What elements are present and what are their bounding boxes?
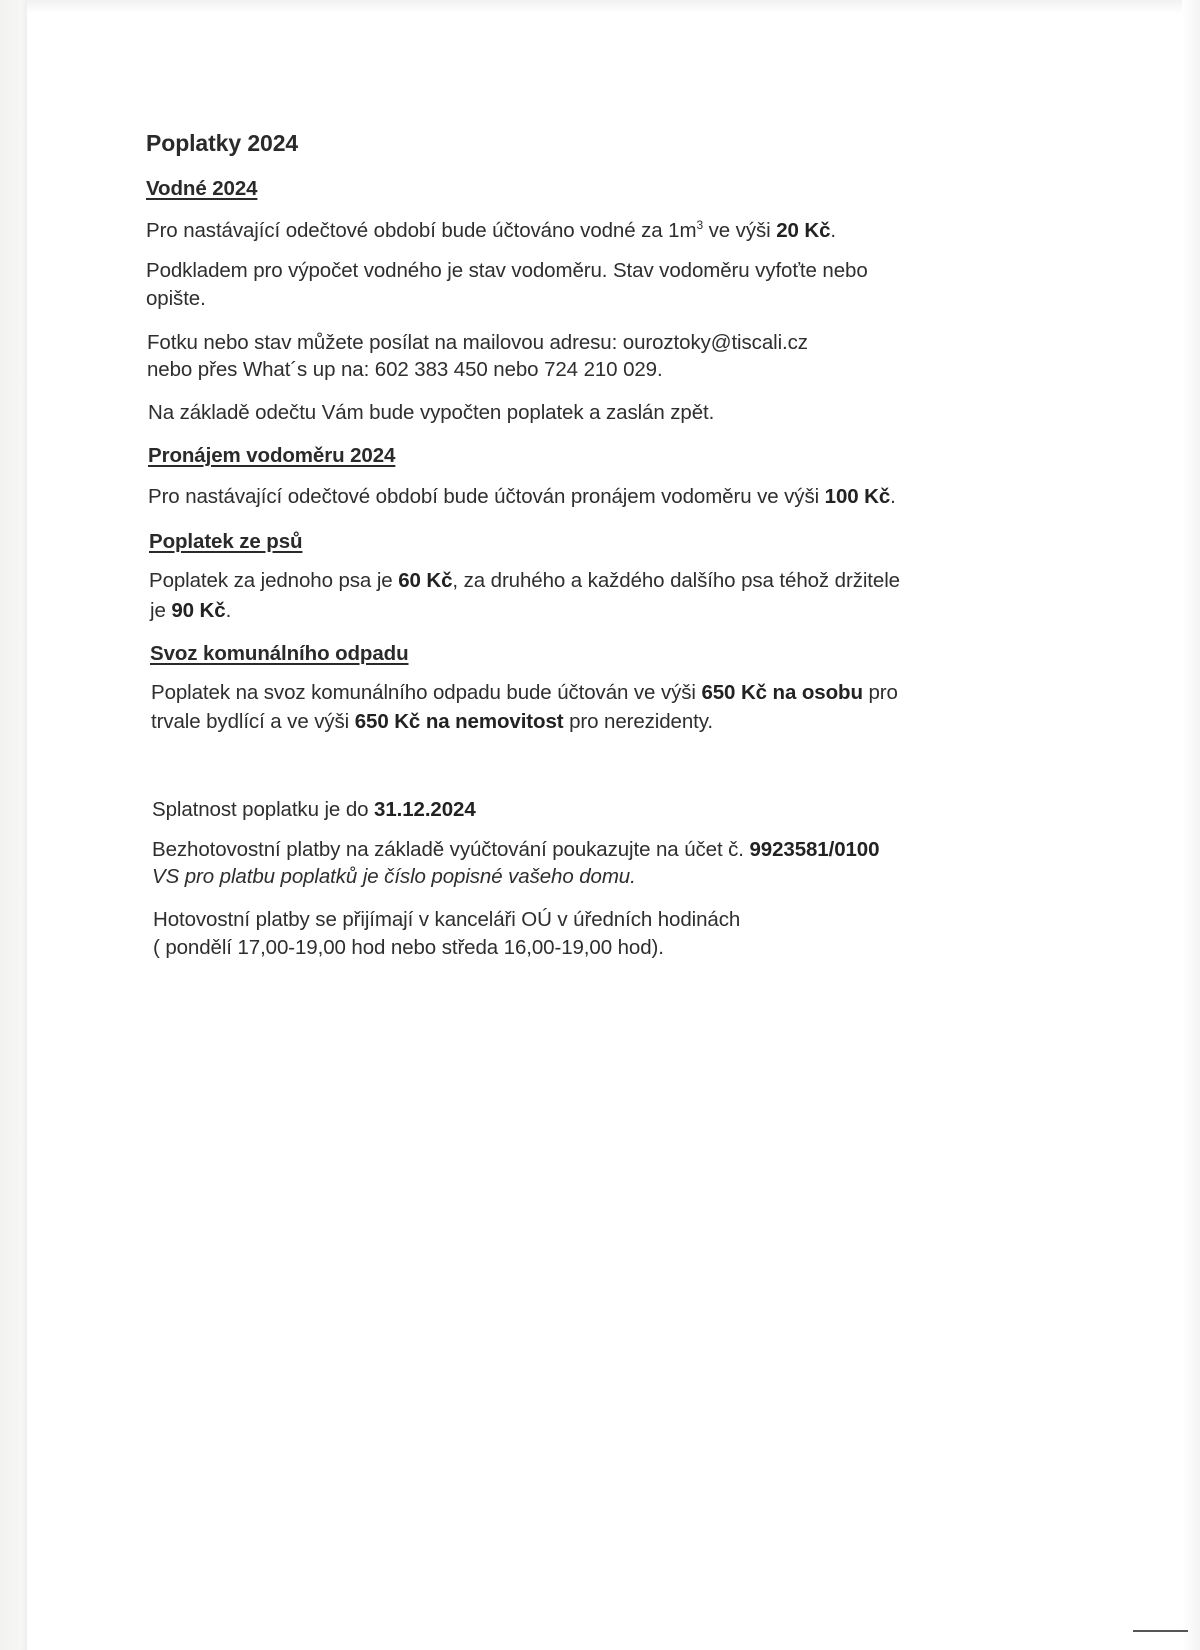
dog-fee-line2 [150,598,231,624]
bank-transfer-text: Bezhotovostní platby na základě vyúčtování poukazujte na účet č. [152,838,750,861]
contact-phone-line: nebo přes What´s up na: 602 383 450 nebo 724 210 029. [147,358,663,381]
dog-fee-line1 [149,568,900,594]
payment-due-line [152,797,476,823]
waste-fee-per-property: 650 Kč na nemovitost [354,710,564,733]
water-price-text-c: . [830,219,837,242]
cubic-superscript: 3 [696,218,704,232]
cash-payment-line2: ( pondělí 17,00-19,00 hod nebo středa 16,00-19,00 hod). [153,936,664,959]
water-price-value: 20 Kč [776,219,831,242]
meter-rental-text-c: . [890,485,896,508]
dog-fee-additional-value: 90 Kč [171,599,226,622]
waste-fee-line2-c: pro nerezidenty. [563,710,713,733]
document-title: Poplatky 2024 [146,130,299,156]
waste-fee-text-a: Poplatek na svoz komunálního odpadu bude účtován ve výši [151,681,702,704]
meter-basis-line2: opište. [146,287,206,310]
waste-fee-line1 [151,680,898,706]
dog-fee-text-a: Poplatek za jednoho psa je [149,569,399,592]
waste-fee-text-c: pro [862,681,898,704]
meter-rental-value: 100 Kč [824,485,891,508]
calculation-note: Na základě odečtu Vám bude vypočten poplatek a zaslán zpět. [148,401,715,424]
dog-fee-line2-c: . [225,599,232,622]
payment-due-date: 31.12.2024 [374,798,476,821]
section-heading-water: Vodné 2024 [146,177,258,200]
bank-transfer-line [152,837,879,863]
water-price-text-b: ve výši [703,219,777,242]
bank-account-number: 9923581/0100 [749,838,880,861]
payment-due-text: Splatnost poplatku je do [152,798,375,821]
variable-symbol-note [152,864,636,890]
meter-rental-text-a: Pro nastávající odečtové období bude účtován pronájem vodoměru ve výši [148,485,825,508]
waste-fee-line2 [151,709,713,735]
dog-fee-first-value: 60 Kč [398,569,453,592]
waste-fee-per-person: 650 Kč na osobu [701,681,863,704]
section-heading-dog-fee: Poplatek ze psů [149,530,303,553]
meter-basis-line1: Podkladem pro výpočet vodného je stav vodoměru. Stav vodoměru vyfoťte nebo [146,259,868,282]
water-price-text-a: Pro nastávající odečtové období bude účtováno vodné za 1m [146,219,697,242]
dog-fee-text-c: , za druhého a každého dalšího psa téhož držitele [452,569,900,592]
meter-rental-text [148,484,896,510]
waste-fee-line2-a: trvale bydlící a ve výši [151,710,355,733]
dog-fee-line2-a: je [150,599,172,622]
contact-email-line: Fotku nebo stav můžete posílat na mailovou adresu: ouroztoky@tiscali.cz [147,331,808,354]
cash-payment-line1: Hotovostní platby se přijímají v kanceláři OÚ v úředních hodinách [153,908,741,931]
section-heading-meter-rental: Pronájem vodoměru 2024 [148,444,396,467]
variable-symbol-text: VS pro platbu poplatků je číslo popisné vašeho domu. [152,865,636,888]
water-price-text [146,218,836,244]
section-heading-waste: Svoz komunálního odpadu [150,642,409,665]
